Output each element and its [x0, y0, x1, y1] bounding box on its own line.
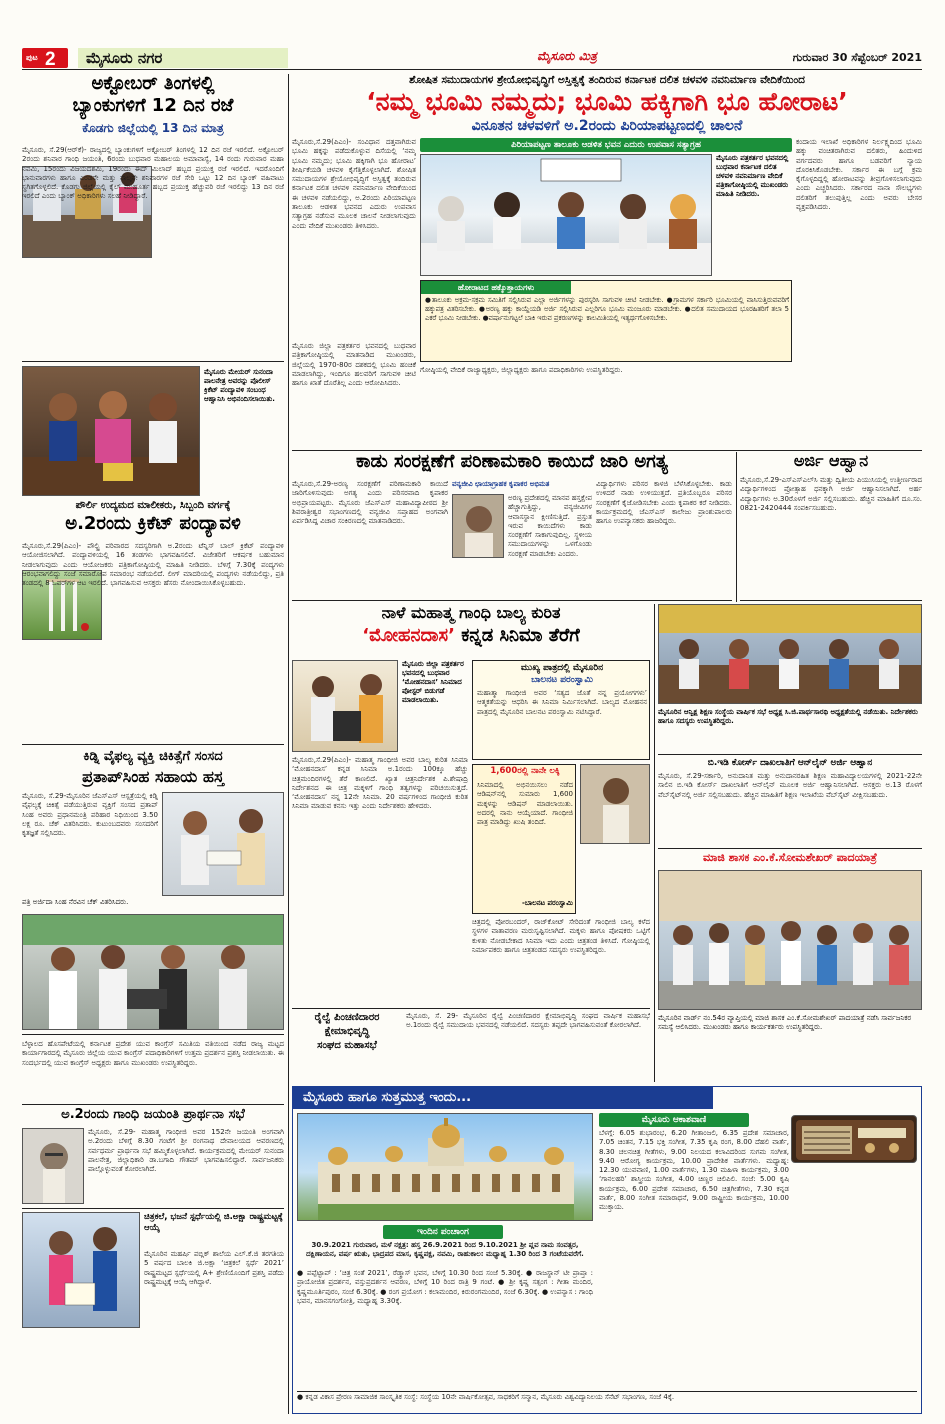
forest-column-1: ಮೈಸೂರು,ಸೆ.29-ಅರಣ್ಯ ಸಂರಕ್ಷಣೆಗೆ ಪರಿಣಾಮಕಾರಿ ಕಾಯಿದೆ ಜಾರಿಗೊಳಿಸುವುದು ಅಗತ್ಯ ಎಂದು ಪರಿಸರವಾದಿ ಕೃಪಾಕರ ಅಭಿಪ್ರಾಯಪಟ್ಟರು. ಮೈಸೂರು ಜೆಎಸ್‌ಎಸ್ ಮಹಾವಿದ್ಯಾಪೀಠದ ಶ್ರೀ ಶಿವರಾತ್ರೀಶ್ವರ ಸಭಾಂಗಣದಲ್ಲಿ ವನ್ಯಜೀವಿ ಸಪ್ತಾಹದ ಅಂಗವಾಗಿ ಏರ್ಪಡಿಸಿದ್ದ ವಿಚಾರ ಸಂಕಿರಣದಲ್ಲಿ ಮಾತನಾಡಿದರು.	[292, 480, 448, 526]
lead-column-3: ಕಂದಾಯ ಇಲಾಖೆ ಅಧಿಕಾರಿಗಳ ನಿರ್ಲಕ್ಷ್ಯದಿಂದ ಭೂಮಿ ಹಕ್ಕು ವಂಚಿತರಾಗಿರುವ ದಲಿತರು, ಹಿಂದುಳಿದ ವರ್ಗದವರು ಹಾಗೂ ಬಡವರಿಗೆ ನ್ಯಾಯ ದೊರಕಿಸಿಕೊಡಬೇಕು. ಸರ್ಕಾರ ಈ ಬಗ್ಗೆ ಕ್ರಮ ಕೈಗೊಳ್ಳದಿದ್ದಲ್ಲಿ ಹೋರಾಟವನ್ನು ತೀವ್ರಗೊಳಿಸಲಾಗುವುದು ಎಂದು ಎಚ್ಚರಿಸಿದರು. ಸರ್ಕಾರದ ನಾನಾ ಸೌಲಭ್ಯಗಳು ದಲಿತರಿಗೆ ತಲುಪುತ್ತಿಲ್ಲ ಎಂದು ಅವರು ಬೇಸರ ವ್ಯಕ್ತಪಡಿಸಿದರು.	[796, 138, 922, 212]
padayatre-caption: ಮೈಸೂರಿನ ವಾರ್ಡ್ ನಂ.54ರ ವ್ಯಾಪ್ತಿಯಲ್ಲಿ ಮಾಜಿ ಶಾಸಕ ಎಂ.ಕೆ.ಸೋಮಶೇಖರ್ ಪಾದಯಾತ್ರೆ ನಡೆಸಿ ಸಾರ್ವಜನಿಕರ ಸಮಸ್ಯೆ ಆಲಿಸಿದರು. ಮುಖಂಡರು ಹಾಗೂ ಕಾರ್ಯಕರ್ತರು ಉಪಸ್ಥಿತರಿದ್ದರು.	[658, 1014, 912, 1032]
paper-logo: ಮೈಸೂರು ಮಿತ್ರ	[537, 49, 597, 63]
mayor-meeting-illustration	[23, 367, 200, 496]
bed-admission-body: ಮೈಸೂರು, ಸೆ.29-ಸರ್ಕಾರಿ, ಅನುದಾನಿತ ಮತ್ತು ಅನುದಾನರಹಿತ ಶಿಕ್ಷಣ ಮಹಾವಿದ್ಯಾಲಯಗಳಲ್ಲಿ 2021-22ನೇ ಸಾಲಿನ ಬಿ.ಇಡಿ ಕೋರ್ಸ್ ದಾಖಲಾತಿಗೆ ಆನ್‌ಲೈನ್ ಮೂಲಕ ಅರ್ಜಿ ಆಹ್ವಾನಿಸಲಾಗಿದೆ. ಆಸಕ್ತರು ಅ.13 ರೊಳಗೆ ವೆಬ್‌ಸೈಟ್‌ನಲ್ಲಿ ಅರ್ಜಿ ಸಲ್ಲಿಸಬಹುದು. ಹೆಚ್ಚಿನ ಮಾಹಿತಿಗೆ ಶಿಕ್ಷಣ ಇಲಾಖೆಯ ವೆಬ್‌ಸೈಟ್ ವೀಕ್ಷಿಸಬಹುದು.	[658, 772, 922, 799]
right-column	[658, 604, 922, 1082]
forest-portrait-label: ವನ್ಯಜೀವಿ ಛಾಯಾಗ್ರಾಹಕ ಕೃಪಾಕರ ಅಭಿಮತ	[452, 480, 550, 488]
lead-actor-title-1: ಮುಖ್ಯ ಪಾತ್ರದಲ್ಲಿ ಮೈಸೂರಿನ	[520, 663, 604, 673]
applications-headline: ಅರ್ಜಿ ಆಹ್ವಾನ	[793, 452, 869, 470]
left-column	[22, 74, 284, 1414]
mayor-photo-caption: ಮೈಸೂರು ಮೇಯರ್ ಸುನಂದಾ ಪಾಲನೇತ್ರ ಅವರನ್ನು ಪೊಲೀಸ್ ಕ್ರಿಕೆಟ್ ಪಂದ್ಯಾವಳಿ ಸಂಬಂಧ ಆಹ್ವಾನಿಸಿ ಅಭಿನಂದಿಸಲಾಯಿತು.	[204, 368, 275, 404]
bank-body: ಮೈಸೂರು, ಸೆ.29(ಆರ್‌ಕೆ)- ರಾಜ್ಯದಲ್ಲಿ ಬ್ಯಾಂಕುಗಳಿಗೆ ಅಕ್ಟೋಬರ್ ತಿಂಗಳಲ್ಲಿ 12 ದಿನ ರಜೆ ಇರಲಿದೆ. ಅಕ್ಟೋಬರ್ 2ರಂದು ಶನಿವಾರ ಗಾಂಧಿ ಜಯಂತಿ, 6ರಂದು ಬುಧವಾರ ಮಹಾಲಯ ಅಮಾವಾಸ್ಯೆ, 14 ರಂದು ಗುರುವಾರ ಮಹಾ ನವಮಿ, 15ರಂದು ವಿಜಯದಶಮಿ, 19ರಂದು ಈದ್ ಮಿಲಾದ್ ಹಬ್ಬದ ಪ್ರಯುಕ್ತ ರಜೆ ಇರಲಿದೆ. ಇದರೊಂದಿಗೆ ಭಾನುವಾರಗಳು ಹಾಗೂ ಎರಡನೇ ಮತ್ತು ನಾಲ್ಕನೇ ಶನಿವಾರಗಳ ರಜೆ ಸೇರಿ ಒಟ್ಟು 12 ದಿನ ಬ್ಯಾಂಕ್ ವಹಿವಾಟು ಸ್ಥಗಿತಗೊಳ್ಳಲಿದೆ. ಕೊಡಗು ಜಿಲ್ಲೆಯಲ್ಲಿ ಕೈಲ್ ಮುಹೂರ್ತ ಹಬ್ಬದ ಪ್ರಯುಕ್ತ ಹೆಚ್ಚುವರಿ ರಜೆ ಇರಲಿದ್ದು 13 ದಿನ ರಜೆ ಇರಲಿದೆ ಎಂದು ಬ್ಯಾಂಕ್ ಅಧಿಕಾರಿಗಳು ಸಲಹೆ ನೀಡಿದ್ದಾರೆ.	[22, 146, 284, 201]
lead-column-1: ಮೈಸೂರು,ಸೆ.29(ಪಿಎಂ)- ಸಂವಿಧಾನ ದತ್ತವಾಗಿರುವ ಭೂಮಿ ಹಕ್ಕನ್ನು ಪಡೆದುಕೊಳ್ಳುವ ದಿಸೆಯಲ್ಲಿ ‘ನಮ್ಮ ಭೂಮಿ ನಮ್ಮದು; ಭೂಮಿ ಹಕ್ಕಿಗಾಗಿ ಭೂ ಹೋರಾಟ’ ಶೀರ್ಷಿಕೆಯಡಿ ಚಳವಳಿ ಕೈಗೆತ್ತಿಕೊಳ್ಳಲಾಗಿದೆ. ಶೋಷಿತ ಸಮುದಾಯಗಳ ಶ್ರೇಯೋಭಿವೃದ್ಧಿಗೆ ಅಸ್ತಿತ್ವಕ್ಕೆ ತಂದಿರುವ ಕರ್ನಾಟಕ ದಲಿತ ಚಳವಳಿ ನವನಿರ್ಮಾಣ ವೇದಿಕೆಯಿಂದ ಈ ಚಳವಳಿ ನಡೆಯಲಿದ್ದು, ಅ.2ರಂದು ಪಿರಿಯಾಪಟ್ಟಣ ತಾಲೂಕು ಆಡಳಿತ ಭವನದ ಎದುರು ಉಪವಾಸ ಸತ್ಯಾಗ್ರಹ ನಡೆಸುವ ಮೂಲಕ ಚಾಲನೆ ನೀಡಲಾಗುವುದು ಎಂದು ವೇದಿಕೆ ಮುಖಂಡರು ತಿಳಿಸಿದರು.	[292, 138, 416, 230]
lead-demands-box	[420, 280, 792, 362]
railway-body: ಮೈಸೂರು, ಸೆ. 29- ಮೈಸೂರಿನ ರೈಲ್ವೆ ಪಿಂಚಣಿದಾರರ ಕ್ಷೇಮಾಭಿವೃದ್ಧಿ ಸಂಘದ ವಾರ್ಷಿಕ ಮಹಾಸಭೆ ಅ.1ರಂದು ರೈಲ್ವೆ ಸಮುದಾಯ ಭವನದಲ್ಲಿ ನಡೆಯಲಿದೆ. ಸದಸ್ಯರು ತಪ್ಪದೇ ಭಾಗವಹಿಸುವಂತೆ ಕೋರಲಾಗಿದೆ.	[406, 1012, 650, 1030]
society-meeting-caption: ಮೈಸೂರಿನ ಆನ್ವಿಕ್ಷ ಶಿಕ್ಷಣ ಸಂಸ್ಥೆಯ ವಾರ್ಷಿಕ ಸಭೆ ಅಧ್ಯಕ್ಷ ಸಿ.ಜಿ.ಪಾರ್ಥಸಾರಥಿ ಅಧ್ಯಕ್ಷತೆಯಲ್ಲಿ ನಡೆಯಿತು. ನಿರ್ದೇಶಕರು ಹಾಗೂ ಸದಸ್ಯರು ಉಪಸ್ಥಿತರಿದ್ದರು.	[658, 708, 918, 726]
movie-headline-2	[292, 626, 650, 647]
girl-certificate-illustration	[23, 1213, 140, 1328]
kidney-caption: ಪತ್ರಿ ಅರ್ಜಿದಾ ಸಿಂಹ ನೆರವಿನ ಚೆಕ್ ವಿತರಿಸಿದರು.	[22, 898, 129, 906]
movie-photo-caption: ಮೈಸೂರು ಜಿಲ್ಲಾ ಪತ್ರಕರ್ತರ ಭವನದಲ್ಲಿ ಬುಧವಾರ ‘ಮೋಹನದಾಸ’ ಸಿನಿಮಾದ ಪೋಸ್ಟರ್ ಬಿಡುಗಡೆ ಮಾಡಲಾಯಿತು.	[402, 660, 464, 705]
radio-icon	[792, 1116, 917, 1163]
forest-portrait-photo	[452, 494, 504, 558]
lead-actor-box	[472, 660, 650, 760]
city-today-box	[292, 1086, 922, 1414]
youth-congress-photo	[22, 914, 284, 1030]
movie-poster-photo	[292, 660, 398, 752]
railway-headline-1: ರೈಲ್ವೆ ಪಿಂಚಣಿದಾರರ	[314, 1012, 380, 1023]
applications-notice	[740, 452, 922, 602]
lead-photo-caption: ಮೈಸೂರು ಪತ್ರಕರ್ತರ ಭವನದಲ್ಲಿ ಬುಧವಾರ ಕರ್ನಾಟಕ ದಲಿತ ಚಳವಳಿ ನವನಿರ್ಮಾಣ ವೇದಿಕೆ ಪತ್ರಿಕಾಗೋಷ್ಠಿಯಲ್ಲಿ ಮುಖಂಡರು ಮಾಹಿತಿ ನೀಡಿದರು.	[716, 154, 789, 199]
actor-quote-text: ಸಿನಿಮಾದಲ್ಲಿ ಅಭಿನಯಿಸಲು ನಡೆದ ಆಡಿಷನ್‌ನಲ್ಲಿ ಸುಮಾರು 1,600 ಮಕ್ಕಳನ್ನು ಆಡಿಷನ್ ಮಾಡಲಾಯಿತು. ಅದರಲ್ಲಿ ನಾನು ಆಯ್ಕೆಯಾದೆ. ಗಾಂಧೀಜಿ ಪಾತ್ರ ಮಾಡಿದ್ದು ಖುಷಿ ತಂದಿದೆ.	[477, 781, 573, 827]
kidney-photo	[162, 792, 284, 896]
bank-headline-2: ಬ್ಯಾಂಕುಗಳಿಗೆ 12 ದಿನ ರಜೆ	[72, 95, 234, 116]
movie-title-highlight: ‘ಮೋಹನದಾಸ’	[362, 625, 455, 646]
movie-column-2: ಚಿತ್ರದಲ್ಲಿ ಪೋರಬಂದರ್, ರಾಜ್‌ಕೋಟ್ ಸೇರಿದಂತೆ ಗಾಂಧೀಜಿ ಬಾಲ್ಯ ಕಳೆದ ಸ್ಥಳಗಳ ವಾತಾವರಣ ಮರುಸೃಷ್ಟಿಸಲಾಗಿದೆ. ಮಕ್ಕಳು ಹಾಗೂ ಪೋಷಕರು ಒಟ್ಟಿಗೆ ಕುಳಿತು ನೋಡಬೇಕಾದ ಸಿನಿಮಾ ಇದು ಎಂದು ಚಿತ್ರತಂಡ ತಿಳಿಸಿದೆ. ಗೋಷ್ಠಿಯಲ್ಲಿ ನಿರ್ಮಾಪಕರು ಹಾಗೂ ಚಿತ್ರತಂಡದ ಸದಸ್ಯರು ಉಪಸ್ಥಿತರಿದ್ದರು.	[472, 918, 650, 954]
events-list: ● ಪಪ್ಪೆಟ್ಟಾಪ್ : ‘ಚಿತ್ರ ಸಂತೆ 2021’, ರೆಡ್ಕ್ರಾಸ್ ಭವನ, ಬೆಳಿಗ್ಗೆ 10.30 ರಿಂದ ಸಂಜೆ 5.30ಕ್ಕೆ. ● ರಾಜಸ್ಥಾನ್ ಟೀ ಪ್ರಾಪ್ತಾ : ಪ್ರಾಯೋಜಿತ ಪ್ರದರ್ಶನ, ವಸ್ತುಪ್ರದರ್ಶನ ಆವರಣ, ಬೆಳಿಗ್ಗೆ 10 ರಿಂದ ರಾತ್ರಿ 9 ಗಂಟೆ. ● ಶ್ರೀ ಕೃಷ್ಣ ಸತ್ಸಂಗ : ಗೀತಾ ಮಂದಿರ, ಕೃಷ್ಣಮೂರ್ತಿಪುರಂ, ಸಂಜೆ 6.30ಕ್ಕೆ. ● ರಂಗ ಪ್ರಯೋಗ : ಕಲಾಮಂದಿರ, ಕಿರುರಂಗಮಂದಿರ, ಸಂಜೆ 6.30ಕ್ಕೆ. ● ಉಪನ್ಯಾಸ : ಗಾಂಧಿ ಭವನ, ಮಾನಸಗಂಗೋತ್ರಿ, ಮಧ್ಯಾಹ್ನ 3.30ಕ್ಕೆ.	[297, 1269, 593, 1305]
lead-headline: ‘ನಮ್ಮ ಭೂಮಿ ನಮ್ಮದು; ಭೂಮಿ ಹಕ್ಕಿಗಾಗಿ ಭೂ ಹೋರಾಟ’	[366, 87, 848, 116]
panchanga-text: 30.9.2021 ಗುರುವಾರ, ಮಳೆ ನಕ್ಷತ್ರ: ಹಸ್ತ 26.9.2021 ರಿಂದ 9.10.2021 ಶ್ರೀ ಪ್ಲವ ನಾಮ ಸಂವತ್ಸರ, ದಕ್ಷಿಣಾಯನ, ವರ್ಷ ಋತು, ಭಾದ್ರಪದ ಮಾಸ, ಕೃಷ್ಣಪಕ್ಷ, ನವಮಿ, ರಾಹುಕಾಲ: ಮಧ್ಯಾಹ್ನ 1.30 ರಿಂದ 3 ಗಂಟೆಯವರೆಗೆ.	[306, 1241, 584, 1259]
applications-body: ಮೈಸೂರು,ಸೆ.29-ಎಸ್‌ಎಸ್‌ಎಲ್‌ಸಿ ಮತ್ತು ದ್ವಿತೀಯ ಪಿಯುಸಿಯಲ್ಲಿ ಉತ್ತೀರ್ಣರಾದ ವಿದ್ಯಾರ್ಥಿಗಳಿಂದ ಪ್ರೋತ್ಸಾಹ ಧನಕ್ಕಾಗಿ ಅರ್ಜಿ ಆಹ್ವಾನಿಸಲಾಗಿದೆ. ಅರ್ಹ ವಿದ್ಯಾರ್ಥಿಗಳು ಅ.30ರೊಳಗೆ ಅರ್ಜಿ ಸಲ್ಲಿಸಬಹುದು. ಹೆಚ್ಚಿನ ಮಾಹಿತಿಗೆ ದೂ.ಸಂ. 0821-2420444 ಸಂಪರ್ಕಿಸಬಹುದು.	[740, 476, 922, 512]
girl-award-photo	[22, 1212, 140, 1328]
lead-subhead: ವಿನೂತನ ಚಳವಳಿಗೆ ಅ.2ರಂದು ಪಿರಿಯಾಪಟ್ಟಣದಲ್ಲಿ ಚಾಲನೆ	[471, 118, 743, 134]
kidney-story	[22, 748, 284, 1038]
society-meeting-photo	[658, 604, 922, 704]
cricket-headline-2: ಅ.2ರಂದು ಕ್ರಿಕೆಟ್ ಪಂದ್ಯಾವಳಿ	[65, 513, 241, 534]
society-meeting-illustration	[659, 605, 922, 704]
forest-headline: ಕಾಡು ಸಂರಕ್ಷಣೆಗೆ ಪರಿಣಾಮಕಾರಿ ಕಾಯಿದೆ ಜಾರಿ ಅಗತ್ಯ	[356, 452, 668, 472]
kidney-body: ಮೈಸೂರು, ಸೆ.29-ಮೈಸೂರಿನ ಜೆಎಸ್‌ಎಸ್ ಆಸ್ಪತ್ರೆಯಲ್ಲಿ ಕಿಡ್ನಿ ವೈಫಲ್ಯಕ್ಕೆ ಚಿಕಿತ್ಸೆ ಪಡೆಯುತ್ತಿರುವ ವ್ಯಕ್ತಿಗೆ ಸಂಸದ ಪ್ರತಾಪ್ ಸಿಂಹ ಅವರು ಪ್ರಧಾನಮಂತ್ರಿ ಪರಿಹಾರ ನಿಧಿಯಿಂದ 3.50 ಲಕ್ಷ ರೂ. ಚೆಕ್ ವಿತರಿಸಿದರು. ಕುಟುಂಬದವರು ಸಂಸದರಿಗೆ ಕೃತಜ್ಞತೆ ಸಲ್ಲಿಸಿದರು.	[22, 792, 158, 838]
girl-award-body: ಮೈಸೂರಿನ ಮಹರ್ಷಿ ಪಬ್ಲಿಕ್ ಶಾಲೆಯ ಎಲ್.ಕೆ.ಜಿ ತರಗತಿಯ 5 ವರ್ಷದ ಬಾಲಕಿ ಜಿ.ಅಕ್ಷಾ ‘ಚಿತ್ರಕಲೆ ಸ್ಪರ್ಧೆ 2021’ ರಾಷ್ಟ್ರಮಟ್ಟದ ಸ್ಪರ್ಧೆಯಲ್ಲಿ A+ ಶ್ರೇಣಿಯೊಂದಿಗೆ ಪ್ರಶಸ್ತಿ ಪಡೆದು ರಾಷ್ಟ್ರಮಟ್ಟಕ್ಕೆ ಆಯ್ಕೆ ಆಗಿದ್ದಾಳೆ.	[144, 1250, 284, 1286]
padayatre-photo	[658, 870, 922, 1010]
page-label: ಪುಟ	[26, 53, 38, 62]
lead-press-meet-photo	[420, 154, 712, 276]
page-number: 2	[45, 49, 56, 68]
radio-schedule: ಬೆಳಗ್ಗೆ: 6.05 ಶುಭಾರಂಭ, 6.20 ಗೀತಾಂಜಲಿ, 6.35 ಪ್ರದೇಶ ಸಮಾಚಾರ, 7.05 ಚಿಂತನ, 7.15 ಭಕ್ತಿ ಸಂಗೀತ, 7.35 ಕೃಷಿ ರಂಗ, 8.00 ದೆಹಲಿ ವಾರ್ತೆ, 8.30 ಚಲನಚಿತ್ರ ಗೀತೆಗಳು, 9.00 ನಿಲಯದ ಕಲಾವಿದರಿಂದ ಸುಗಮ ಸಂಗೀತ, 9.40 ಆರೋಗ್ಯ ಕಾರ್ಯಕ್ರಮ, 10.00 ಪ್ರಾದೇಶಿಕ ವಾರ್ತೆಗಳು. ಮಧ್ಯಾಹ್ನ: 12.30 ಯುವವಾಣಿ, 1.00 ವಾರ್ತೆಗಳು, 1.30 ಮಹಿಳಾ ಕಾರ್ಯಕ್ರಮ, 3.00 ‘ಗಾನಲಹರಿ’ ಶಾಸ್ತ್ರೀಯ ಸಂಗೀತ, 4.00 ಚಿಣ್ಣರ ಚಿಲಿಪಿಲಿ. ಸಂಜೆ: 5.00 ಕೃಷಿ ಕಾರ್ಯಕ್ರಮ, 6.00 ಪ್ರದೇಶ ಸಮಾಚಾರ, 6.50 ಚಿತ್ರಗೀತೆಗಳು, 7.30 ಕನ್ನಡ ವಾರ್ತೆ, 8.00 ಸಂಗೀತ ಸಮಾರಾಧನೆ, 9.00 ರಾಷ್ಟ್ರೀಯ ಕಾರ್ಯಕ್ರಮ, 10.00 ಮುಕ್ತಾಯ.	[599, 1129, 789, 1212]
press-meet-illustration	[421, 155, 712, 276]
today-footer-notice: ● ಕನ್ನಡ ವಿಕಾಸ ಪ್ರೇರಣ ಸಾಮಾಜಿಕ ಸಾಂಸ್ಕೃತಿಕ ಸಂಸ್ಥೆ: ಸಂಸ್ಥೆಯ 10ನೇ ವಾರ್ಷಿಕೋತ್ಸವ, ಸಾಧಕರಿಗೆ ಸನ್ಮಾನ, ಮೈಸೂರು ವಿಶ್ವವಿದ್ಯಾನಿಲಯ ಸೆನೆಟ್ ಸಭಾಂಗಣ, ಸಂಜೆ 4ಕ್ಕೆ.	[297, 1393, 675, 1401]
actor-quote-headline: 1,600ರಲ್ಲಿ ನಾನೇ ಲಕ್ಕಿ	[490, 766, 560, 776]
railway-headline-3: ಸಂಘದ ಮಹಾಸಭೆ	[317, 1040, 377, 1051]
forest-story	[292, 452, 732, 602]
lead-kicker: ಶೋಷಿತ ಸಮುದಾಯಗಳ ಶ್ರೇಯೋಭಿವೃದ್ಧಿಗೆ ಅಸ್ತಿತ್ವಕ್ಕೆ ತಂದಿರುವ ಕರ್ನಾಟಕ ದಲಿತ ಚಳವಳಿ ನವನಿರ್ಮಾಣ ವೇದಿಕೆಯಿಂದ	[409, 74, 805, 86]
radio-image	[791, 1115, 917, 1163]
lead-actor-body: ಮಹಾತ್ಮಾ ಗಾಂಧೀಜಿ ಅವರ ‘ಸತ್ಯದ ಜೊತೆ ನನ್ನ ಪ್ರಯೋಗಗಳು’ ಆತ್ಮಕತೆಯನ್ನು ಆಧರಿಸಿ ಈ ಸಿನಿಮಾ ನಿರ್ಮಿಸಲಾಗಿದೆ. ಬಾಲ್ಯದ ಮೋಹನನ ಪಾತ್ರದಲ್ಲಿ ಮೈಸೂರಿನ ಬಾಲನಟ ಪರಂಸ್ವಾಮಿ ನಟಿಸಿದ್ದಾರೆ.	[477, 689, 647, 716]
demands-list: ●ತಾಲೂಕು ಅಕ್ರಮ-ಸಕ್ರಮ ಸಮಿತಿಗೆ ಸಲ್ಲಿಸಿರುವ ಎಲ್ಲಾ ಅರ್ಜಿಗಳನ್ನು ಪುರಸ್ಕರಿಸಿ ಸಾಗುವಳಿ ಚೀಟಿ ನೀಡಬೇಕು. ●ಗ್ರಾಮಗಳ ಸರ್ಕಾರಿ ಭೂಮಿಯಲ್ಲಿ ವಾಸಿಸುತ್ತಿರುವವರಿಗೆ ಹಕ್ಕುಪತ್ರ ವಿತರಿಸಬೇಕು. ●ಅರಣ್ಯ ಹಕ್ಕು ಕಾಯ್ದೆಯಡಿ ಅರ್ಜಿ ಸಲ್ಲಿಸಿರುವ ಎಲ್ಲರಿಗೂ ಭೂಮಿ ಮಂಜೂರು ಮಾಡಬೇಕು. ●ದಲಿತ ಸಮುದಾಯದ ಭೂರಹಿತರಿಗೆ ತಲಾ 5 ಎಕರೆ ಭೂಮಿ ನೀಡಬೇಕು. ●ವರ್ಷಾನುಗಟ್ಟಲೆ ಬಾಕಿ ಇರುವ ಪ್ರಕರಣಗಳನ್ನು ಕಾಲಮಿತಿಯಲ್ಲಿ ಇತ್ಯರ್ಥಗೊಳಿಸಬೇಕು.	[425, 296, 789, 323]
gandhi-portrait-illustration	[23, 1129, 84, 1204]
cricket-headline-1: ಪೌರ್ಲಿ ಉದ್ಯಮದ ಮಾಲೀಕರು, ಸಿಬ್ಬಂದಿ ವರ್ಗಕ್ಕೆ	[75, 500, 231, 511]
cricket-body: ಮೈಸೂರು,ಸೆ.29(ಪಿಎಂ)- ಪೌಲ್ಟ್ರಿ ಪರಿವಾರದ ಸದಸ್ಯರಿಗಾಗಿ ಅ.2ರಂದು ಟೆನ್ನಿಸ್ ಬಾಲ್ ಕ್ರಿಕೆಟ್ ಪಂದ್ಯಾವಳಿ ಆಯೋಜಿಸಲಾಗಿದೆ. ಪಂದ್ಯಾವಳಿಯಲ್ಲಿ 16 ತಂಡಗಳು ಭಾಗವಹಿಸಲಿವೆ. ವಿಜೇತರಿಗೆ ಆಕರ್ಷಕ ಬಹುಮಾನ ನೀಡಲಾಗುವುದು ಎಂದು ಆಯೋಜಕರು ಪತ್ರಿಕಾಗೋಷ್ಠಿಯಲ್ಲಿ ಮಾಹಿತಿ ನೀಡಿದರು. ಬೆಳಿಗ್ಗೆ 7.30ಕ್ಕೆ ಪಂದ್ಯಗಳು ಆರಂಭವಾಗಲಿದ್ದು ಸಂಜೆ ಸಮಾರೋಪ ಸಮಾರಂಭ ನಡೆಯಲಿದೆ. ಲೀಗ್ ಮಾದರಿಯಲ್ಲಿ ಪಂದ್ಯಗಳು ನಡೆಯಲಿದ್ದು, ಪ್ರತಿ ತಂಡದಲ್ಲಿ 8 ಓವರ್‌ಗಳ ಆಟ ಇರಲಿದೆ. ಭಾಗವಹಿಸುವ ಆಸಕ್ತರು ಹೆಸರು ನೋಂದಾಯಿಸಿಕೊಳ್ಳಬಹುದು.	[22, 542, 284, 588]
lead-photo-band: ಪಿರಿಯಾಪಟ್ಟಣ ತಾಲೂಕು ಆಡಳಿತ ಭವನ ಎದುರು ಉಪವಾಸ ಸತ್ಯಾಗ್ರಹ	[420, 138, 792, 152]
lead-bottom: ಗೋಷ್ಠಿಯಲ್ಲಿ ವೇದಿಕೆ ರಾಜ್ಯಾಧ್ಯಕ್ಷರು, ಜಿಲ್ಲಾಧ್ಯಕ್ಷರು ಹಾಗೂ ಪದಾಧಿಕಾರಿಗಳು ಉಪಸ್ಥಿತರಿದ್ದರು.	[420, 366, 623, 374]
radio-headline: ಮೈಸೂರು ಆಕಾಶವಾಣಿ	[599, 1113, 749, 1127]
kidney-headline-1: ಕಿಡ್ನಿ ವೈಫಲ್ಯ ವ್ಯಕ್ತಿ ಚಿಕಿತ್ಸೆಗೆ ಸಂಸದ	[83, 749, 223, 764]
child-actor-photo	[580, 764, 650, 844]
child-actor-illustration	[581, 765, 650, 844]
movie-headline-1: ನಾಳೆ ಮಹಾತ್ಮ ಗಾಂಧಿ ಬಾಲ್ಯ ಕುರಿತ	[381, 604, 561, 622]
movie-headline-rest: ಕನ್ನಡ ಸಿನಿಮಾ ತೆರೆಗೆ	[454, 625, 580, 646]
award-group-illustration	[23, 915, 284, 1030]
movie-column-1: ಮೈಸೂರು,ಸೆ.29(ಪಿಎಂ)- ಮಹಾತ್ಮ ಗಾಂಧೀಜಿ ಅವರ ಬಾಲ್ಯ ಕುರಿತ ಸಿನಿಮಾ ‘ಮೋಹನದಾಸ’ ಕನ್ನಡ ಸಿನಿಮಾ ಅ.1ರಂದು 100ಕ್ಕೂ ಹೆಚ್ಚು ಚಿತ್ರಮಂದಿರಗಳಲ್ಲಿ ತೆರೆ ಕಾಣಲಿದೆ. ಖ್ಯಾತ ಚಿತ್ರನಿರ್ದೇಶಕ ಪಿ.ಶೇಷಾದ್ರಿ ನಿರ್ದೇಶನದ ಈ ಚಿತ್ರ ಮಕ್ಕಳಿಗೆ ಗಾಂಧಿ ತತ್ವಗಳನ್ನು ಪರಿಚಯಿಸುತ್ತದೆ. ‘ಮೋಹನದಾಸ’ ನನ್ನ 12ನೇ ಸಿನಿಮಾ. 20 ವರ್ಷಗಳಿಂದ ಗಾಂಧೀಜಿ ಕುರಿತ ಸಿನಿಮಾ ಮಾಡುವ ಕನಸು ಇತ್ತು ಎಂದು ನಿರ್ದೇಶಕರು ಹೇಳಿದರು.	[292, 756, 468, 811]
mysore-palace-photo	[297, 1113, 593, 1221]
lead-actor-title-2: ಬಾಲನಟ ಪರಂಸ್ವಾಮಿ	[531, 675, 593, 685]
bank-holiday-story	[22, 74, 284, 364]
demands-title: ಹೋರಾಟದ ಹಕ್ಕೊತ್ತಾಯಗಳು	[421, 281, 571, 294]
bank-headline-1: ಅಕ್ಟೋಬರ್ ತಿಂಗಳಲ್ಲಿ	[91, 74, 215, 94]
actor-quote-byline: -ಬಾಲನಟ ಪರಂಸ್ವಾಮಿ	[521, 899, 573, 907]
railway-headline-2: ಕ್ಷೇಮಾಭಿವೃದ್ಧಿ	[324, 1026, 370, 1037]
mayor-photo	[22, 366, 200, 496]
bed-admission-headline: ಬಿ.ಇಡಿ ಕೋರ್ಸ್ ದಾಖಲಾತಿಗೆ ಆನ್‌ಲೈನ್ ಅರ್ಜಿ ಆಹ್ವಾನ	[707, 758, 873, 768]
page-number-badge	[22, 48, 68, 68]
gandhi-prayer-body: ಮೈಸೂರು, ಸೆ.29- ಮಹಾತ್ಮ ಗಾಂಧೀಜಿ ಅವರ 152ನೇ ಜಯಂತಿ ಅಂಗವಾಗಿ ಅ.2ರಂದು ಬೆಳಿಗ್ಗೆ 8.30 ಗಂಟೆಗೆ ಶ್ರೀ ರಂಗನಾಥ ದೇವಾಲಯದ ಆವರಣದಲ್ಲಿ ಸರ್ವಧರ್ಮ ಪ್ರಾರ್ಥನಾ ಸಭೆ ಹಮ್ಮಿಕೊಳ್ಳಲಾಗಿದೆ. ಕಾರ್ಯಕ್ರಮದಲ್ಲಿ ಮೇಯರ್ ಸುನಂದಾ ಪಾಲನೇತ್ರ, ಜಿಲ್ಲಾಧಿಕಾರಿ ಡಾ.ಬಗಾದಿ ಗೌತಮ್ ಭಾಗವಹಿಸಲಿದ್ದಾರೆ. ಸಾರ್ವಜನಿಕರು ಪಾಲ್ಗೊಳ್ಳುವಂತೆ ಕೋರಲಾಗಿದೆ.	[88, 1128, 284, 1174]
lead-column-2: ಮೈಸೂರು ಜಿಲ್ಲಾ ಪತ್ರಕರ್ತರ ಭವನದಲ್ಲಿ ಬುಧವಾರ ಪತ್ರಿಕಾಗೋಷ್ಠಿಯಲ್ಲಿ ಮಾತನಾಡಿದ ಮುಖಂಡರು, ಜಿಲ್ಲೆಯಲ್ಲಿ 1970-80ರ ದಶಕದಲ್ಲಿ ಭೂಮಿ ಹಂಚಿಕೆ ಮಾಡಲಾಗಿದ್ದು, ಇಂದಿಗೂ ಹಲವರಿಗೆ ಸಾಗುವಳಿ ಚೀಟಿ ಹಾಗೂ ಖಾತೆ ದೊರೆತಿಲ್ಲ ಎಂದು ಆರೋಪಿಸಿದರು.	[292, 342, 416, 388]
padayatre-group-illustration	[659, 871, 922, 1010]
forest-column-2: ಅರಣ್ಯ ಪ್ರದೇಶದಲ್ಲಿ ಮಾನವ ಹಸ್ತಕ್ಷೇಪ ಹೆಚ್ಚಾಗುತ್ತಿದ್ದು, ವನ್ಯಜೀವಿಗಳ ಆವಾಸಸ್ಥಾನ ಕ್ಷೀಣಿಸುತ್ತಿದೆ. ಪ್ರಸ್ತುತ ಇರುವ ಕಾಯಿದೆಗಳು ಕಾಡು ಸಂರಕ್ಷಣೆಗೆ ಸಾಕಾಗುವುದಿಲ್ಲ. ಸ್ಥಳೀಯ ಸಮುದಾಯಗಳನ್ನು ಒಳಗೊಂಡು ಸಂರಕ್ಷಣೆ ಮಾಡಬೇಕು ಎಂದರು.	[508, 494, 592, 558]
youth-congress-body: ಬೆಳ್ಳಾಲದ ಹೊಸಪೇಟೆಯಲ್ಲಿ ಕರ್ನಾಟಕ ಪ್ರದೇಶ ಯುವ ಕಾಂಗ್ರೆಸ್ ಸಮಿತಿಯ ವತಿಯಿಂದ ನಡೆದ ರಾಜ್ಯ ಮಟ್ಟದ ಕಾರ್ಯಾಗಾರದಲ್ಲಿ ಮೈಸೂರು ಜಿಲ್ಲೆಯ ಯುವ ಕಾಂಗ್ರೆಸ್ ಪದಾಧಿಕಾರಿಗಳಿಗೆ ಉತ್ತಮ ಪ್ರದರ್ಶನ ಪ್ರಶಸ್ತಿ ನೀಡಲಾಯಿತು. ಈ ಸಂದರ್ಭದಲ್ಲಿ ಯುವ ಕಾಂಗ್ರೆಸ್ ಅಧ್ಯಕ್ಷರು ಹಾಗೂ ಮುಖಂಡರು ಉಪಸ್ಥಿತರಿದ್ದರು.	[22, 1040, 284, 1067]
cheque-handover-illustration	[163, 793, 284, 896]
poster-release-illustration	[293, 661, 398, 752]
girl-award-headline: ಚಿತ್ರಕಲೆ, ಭಜನೆ ಸ್ಪರ್ಧೆಯಲ್ಲಿ ಜಿ.ಅಕ್ಷಾ ರಾಷ್ಟ್ರಮಟ್ಟಕ್ಕೆ ಆಯ್ಕೆ	[144, 1212, 283, 1234]
forest-column-3: ವಿದ್ಯಾರ್ಥಿಗಳು ಪರಿಸರ ಕಾಳಜಿ ಬೆಳೆಸಿಕೊಳ್ಳಬೇಕು. ಕಾಡು ಉಳಿದರೆ ನಾಡು ಉಳಿಯುತ್ತದೆ. ಪ್ರತಿಯೊಬ್ಬರೂ ಪರಿಸರ ಸಂರಕ್ಷಣೆಗೆ ಕೈಜೋಡಿಸಬೇಕು ಎಂದು ಕೃಪಾಕರ ಕರೆ ನೀಡಿದರು. ಕಾರ್ಯಕ್ರಮದಲ್ಲಿ ಜೆಎಸ್‌ಎಸ್ ಕಾಲೇಜು ಪ್ರಾಂಶುಪಾಲರು ಹಾಗೂ ಉಪನ್ಯಾಸಕರು ಹಾಜರಿದ್ದರು.	[596, 480, 732, 526]
actor-quote-box	[472, 764, 576, 914]
lead-story	[292, 74, 922, 474]
city-today-band: ಮೈಸೂರು ಹಾಗೂ ಸುತ್ತಮುತ್ತ ಇಂದು...	[293, 1087, 713, 1109]
panchanga-label: ಇಂದಿನ ಪಂಚಾಂಗ	[383, 1225, 503, 1239]
bank-subhead: ಕೊಡಗು ಜಿಲ್ಲೆಯಲ್ಲಿ 13 ದಿನ ಮಾತ್ರ	[82, 121, 224, 135]
gandhi-prayer-headline: ಅ.2ರಂದು ಗಾಂಧಿ ಜಯಂತಿ ಪ್ರಾರ್ಥನಾ ಸಭೆ	[61, 1107, 245, 1122]
kidney-headline-2: ಪ್ರತಾಪ್‌ಸಿಂಹ ಸಹಾಯ ಹಸ್ತ	[82, 767, 224, 786]
kripakar-portrait-illustration	[453, 495, 504, 558]
section-title: ಮೈಸೂರು ನಗರ	[78, 48, 288, 68]
issue-date: ಗುರುವಾರ 30 ಸೆಪ್ಟೆಂಬರ್ 2021	[792, 51, 922, 64]
gandhi-photo	[22, 1128, 84, 1204]
movie-story	[292, 604, 650, 1108]
cricket-story	[22, 366, 284, 746]
masthead	[0, 0, 945, 70]
palace-illustration	[298, 1114, 593, 1221]
padayatre-headline: ಮಾಜಿ ಶಾಸಕ ಎಂ.ಕೆ.ಸೋಮಶೇಖರ್ ಪಾದಯಾತ್ರೆ	[703, 851, 877, 864]
